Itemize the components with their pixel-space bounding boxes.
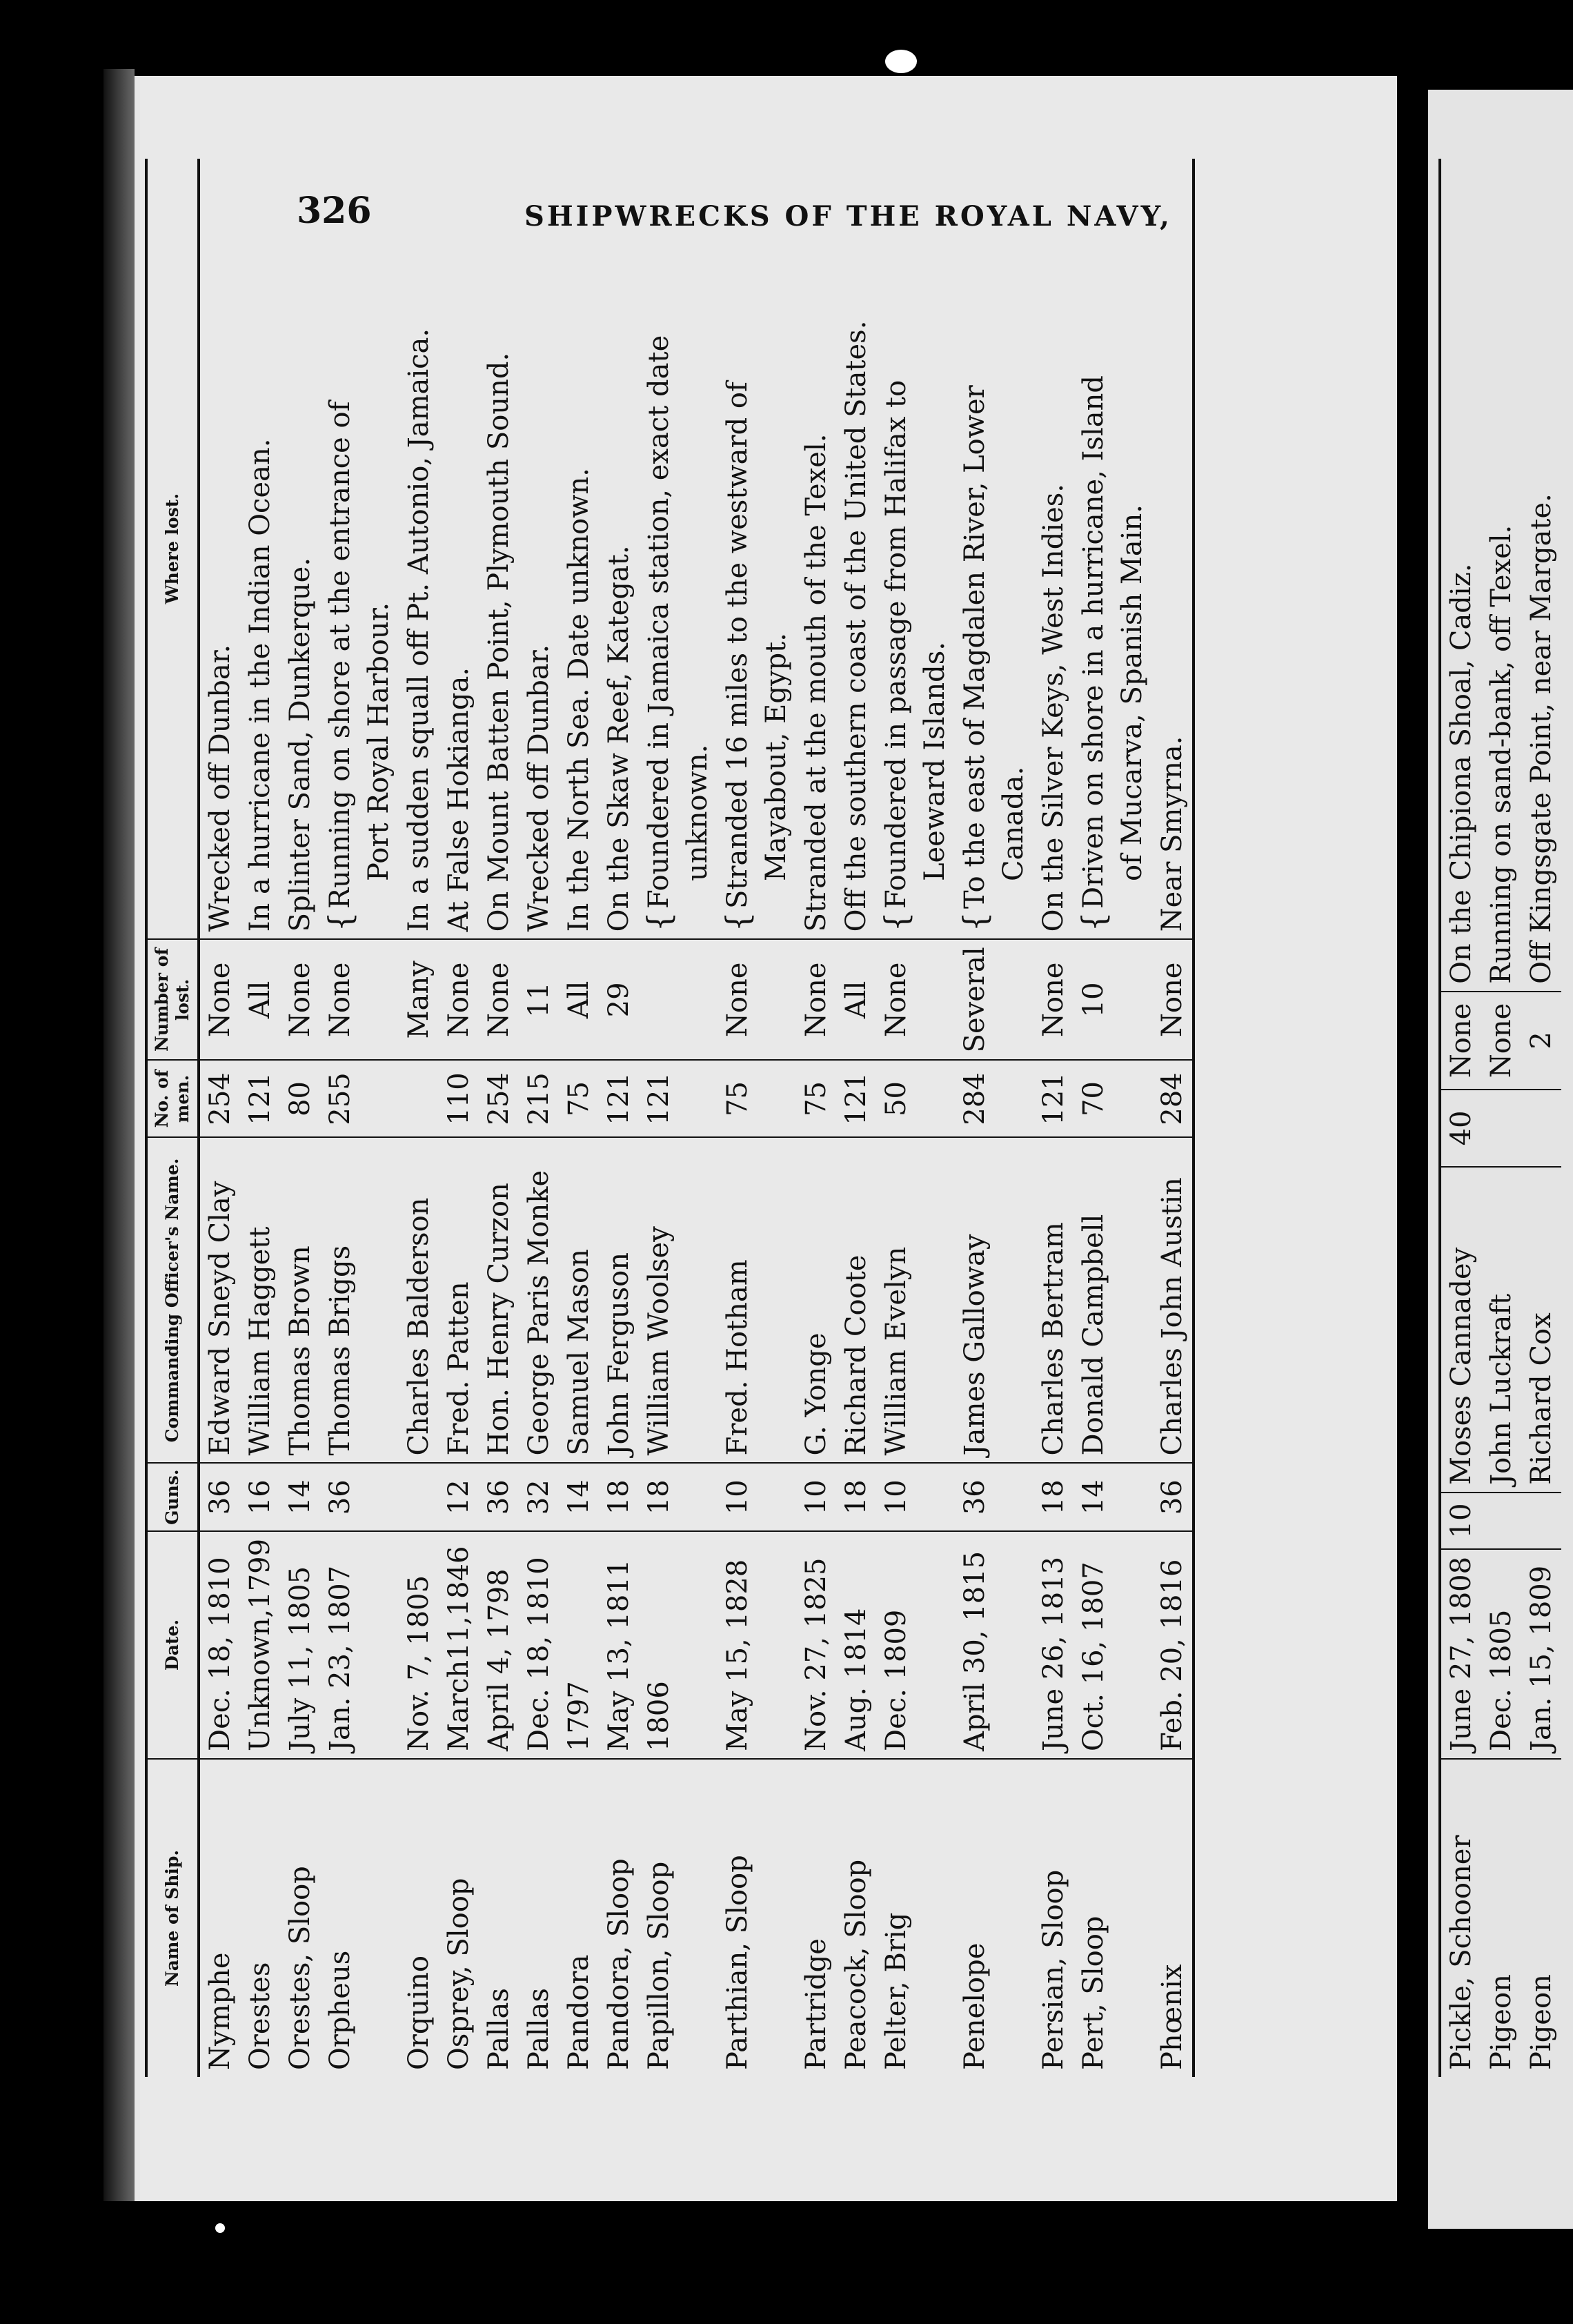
next-page-table — [1438, 159, 1561, 2077]
col-header-date: Date. — [146, 1531, 199, 1759]
paper-speck — [885, 50, 917, 73]
wreck-date: Nov. 7, 1805 — [399, 1531, 439, 1759]
commanding-officer: Charles Balderson — [399, 1137, 439, 1463]
commanding-officer: Charles Bertram — [1033, 1137, 1074, 1463]
crew-count: 50 — [876, 1060, 955, 1137]
gun-count: 14 — [280, 1463, 320, 1530]
crew-count: 215 — [519, 1060, 559, 1137]
where-line: unknown. — [682, 744, 713, 882]
where-line: Foundered in Jamaica station, exact date — [643, 335, 675, 909]
crew-count: 121 — [836, 1060, 876, 1137]
where-line: In the North Sea. Date unknown. — [563, 468, 595, 932]
commanding-officer: Charles John Austin — [1152, 1137, 1194, 1463]
crew-count: 121 — [240, 1060, 280, 1137]
where-line: Driven on shore in a hurricane, Island — [1078, 375, 1109, 909]
shipwreck-table — [145, 159, 1195, 2077]
running-title: SHIPWRECKS OF THE ROYAL NAVY, — [524, 200, 1172, 233]
where-line: Mayabout, Egypt. — [760, 633, 792, 882]
lost-count: None — [718, 939, 796, 1060]
gun-count: 10 — [796, 1463, 836, 1530]
crew-count: 40 — [1440, 1090, 1481, 1167]
wreck-date: Dec. 18, 1810 — [199, 1531, 240, 1759]
where-lost: Running on sand-bank, off Texel. — [1485, 524, 1517, 984]
where-lost — [955, 159, 1033, 939]
table-row — [718, 159, 796, 2077]
gun-count: 10 — [1440, 1493, 1481, 1549]
gun-count — [1521, 1493, 1561, 1549]
where-line: Splinter Sand, Dunkerque. — [284, 557, 316, 932]
where-lost — [796, 159, 836, 939]
ship-name: Phœnix — [1152, 1759, 1194, 2077]
commanding-officer: G. Yonge — [796, 1137, 836, 1463]
wreck-date: May 15, 1828 — [718, 1531, 796, 1759]
where-line: On Mount Batten Point, Plymouth Sound. — [483, 352, 515, 932]
ship-name: Pallas — [519, 1759, 559, 2077]
ship-name: Parthian, Sloop — [718, 1759, 796, 2077]
lost-count: Several — [955, 939, 1033, 1060]
crew-count — [1521, 1090, 1561, 1167]
brace-mark: { — [640, 912, 677, 932]
commanding-officer: George Paris Monke — [519, 1137, 559, 1463]
where-lost — [199, 159, 240, 939]
table-row — [240, 159, 280, 2077]
crew-count: 284 — [1152, 1060, 1194, 1137]
commanding-officer: Samuel Mason — [559, 1137, 599, 1463]
wreck-date: May 13, 1811 — [599, 1531, 639, 1759]
ship-name: Papillon, Sloop — [639, 1759, 718, 2077]
commanding-officer: John Ferguson — [599, 1137, 639, 1463]
table-row — [1521, 159, 1561, 2077]
ship-name: Nymphe — [199, 1759, 240, 2077]
where-line: Running on shore at the entrance of — [324, 401, 356, 909]
table-row — [1481, 159, 1521, 2077]
commanding-officer: Thomas Brown — [280, 1137, 320, 1463]
lost-count: 2 — [1521, 992, 1561, 1090]
wreck-date: Dec. 18, 1810 — [519, 1531, 559, 1759]
ship-name: Orquino — [399, 1759, 439, 2077]
lost-count: None — [479, 939, 519, 1060]
wreck-date: Unknown,1799 — [240, 1531, 280, 1759]
where-lost — [399, 159, 439, 939]
ship-name: Pert, Sloop — [1074, 1759, 1152, 2077]
table-row — [639, 159, 718, 2077]
gun-count — [399, 1463, 439, 1530]
col-header-men: No. of men. — [146, 1060, 199, 1137]
table-row — [559, 159, 599, 2077]
gun-count: 12 — [439, 1463, 479, 1530]
lost-count: 29 — [599, 939, 639, 1060]
ship-name: Pandora — [559, 1759, 599, 2077]
lost-count: None — [876, 939, 955, 1060]
where-line: In a hurricane in the Indian Ocean. — [244, 438, 276, 932]
wreck-date: Nov. 27, 1825 — [796, 1531, 836, 1759]
lost-count: None — [199, 939, 240, 1060]
where-line: At False Hokianga. — [443, 667, 475, 932]
table-row — [280, 159, 320, 2077]
ship-name: Osprey, Sloop — [439, 1759, 479, 2077]
wreck-date: March11,1846 — [439, 1531, 479, 1759]
gun-count: 10 — [876, 1463, 955, 1530]
gun-count: 10 — [718, 1463, 796, 1530]
crew-count: 75 — [559, 1060, 599, 1137]
wreck-date: 1806 — [639, 1531, 718, 1759]
table-row — [199, 159, 240, 2077]
where-line: Off the southern coast of the United States. — [840, 320, 872, 932]
lost-count: None — [320, 939, 399, 1060]
crew-count: 121 — [1033, 1060, 1074, 1137]
wreck-date: 1797 — [559, 1531, 599, 1759]
where-lost — [439, 159, 479, 939]
where-lost — [1033, 159, 1074, 939]
where-lost — [240, 159, 280, 939]
table-row — [1074, 159, 1152, 2077]
commanding-officer: Moses Cannadey — [1440, 1167, 1481, 1493]
ship-name: Pigeon — [1521, 1759, 1561, 2077]
where-lost — [639, 159, 718, 939]
col-header-guns: Guns. — [146, 1463, 199, 1530]
commanding-officer: James Galloway — [955, 1137, 1033, 1463]
lost-count: None — [439, 939, 479, 1060]
lost-count: None — [1440, 992, 1481, 1090]
lost-count — [639, 939, 718, 1060]
brace-mark: { — [878, 912, 915, 932]
gun-count: 18 — [639, 1463, 718, 1530]
gun-count: 16 — [240, 1463, 280, 1530]
table-row — [796, 159, 836, 2077]
wreck-date: Aug. 1814 — [836, 1531, 876, 1759]
crew-count — [1481, 1090, 1521, 1167]
crew-count: 121 — [639, 1060, 718, 1137]
lost-count: None — [1152, 939, 1194, 1060]
lost-count: None — [1481, 992, 1521, 1090]
where-line: Wrecked off Dunbar. — [204, 644, 236, 932]
table-row — [519, 159, 559, 2077]
crew-count: 110 — [439, 1060, 479, 1137]
table-header-row — [146, 159, 199, 2077]
crew-count: 121 — [599, 1060, 639, 1137]
commanding-officer: Richard Coote — [836, 1137, 876, 1463]
table-row — [1440, 159, 1481, 2077]
gun-count: 32 — [519, 1463, 559, 1530]
where-line: In a sudden squall off Pt. Autonio, Jamaica. — [403, 328, 435, 932]
wreck-date: Dec. 1809 — [876, 1531, 955, 1759]
shipwreck-table-panel — [145, 159, 1338, 2077]
lost-count: 10 — [1074, 939, 1152, 1060]
lost-count: None — [280, 939, 320, 1060]
col-header-commander: Commanding Officer's Name. — [146, 1137, 199, 1463]
brace-mark: { — [956, 912, 993, 932]
table-row — [439, 159, 479, 2077]
where-line: Near Smyrna. — [1156, 736, 1188, 932]
wreck-date: April 4, 1798 — [479, 1531, 519, 1759]
crew-count: 75 — [718, 1060, 796, 1137]
commanding-officer: William Evelyn — [876, 1137, 955, 1463]
gun-count: 36 — [199, 1463, 240, 1530]
commanding-officer: Richard Cox — [1521, 1167, 1561, 1493]
where-lost — [519, 159, 559, 939]
brace-mark: { — [719, 912, 756, 932]
table-row — [836, 159, 876, 2077]
ship-name: Orpheus — [320, 1759, 399, 2077]
gun-count — [1481, 1493, 1521, 1549]
commanding-officer: William Haggett — [240, 1137, 280, 1463]
gun-count: 18 — [1033, 1463, 1074, 1530]
lost-count: 11 — [519, 939, 559, 1060]
ship-name: Partridge — [796, 1759, 836, 2077]
where-lost — [599, 159, 639, 939]
wreck-date: Dec. 1805 — [1481, 1549, 1521, 1759]
crew-count: 284 — [955, 1060, 1033, 1137]
col-header-lost: Number of lost. — [146, 939, 199, 1060]
lost-count: All — [559, 939, 599, 1060]
ship-name: Orestes, Sloop — [280, 1759, 320, 2077]
table-row — [320, 159, 399, 2077]
table-row — [1033, 159, 1074, 2077]
lost-count: Many — [399, 939, 439, 1060]
where-lost — [1074, 159, 1152, 939]
ship-name: Pallas — [479, 1759, 519, 2077]
where-line: Stranded at the mouth of the Texel. — [800, 433, 832, 932]
where-line: of Mucarva, Spanish Main. — [1116, 504, 1148, 882]
page-edge-shadow — [103, 69, 135, 2201]
where-line: On the Skaw Reef, Kategat. — [603, 545, 635, 932]
paper-speck — [215, 2223, 225, 2233]
where-line: Foundered in passage from Halifax to — [880, 380, 912, 909]
where-lost — [320, 159, 399, 939]
where-line: Stranded 16 miles to the westward of — [722, 382, 753, 909]
where-line: Wrecked off Dunbar. — [523, 644, 555, 932]
wreck-date: April 30, 1815 — [955, 1531, 1033, 1759]
where-lost — [559, 159, 599, 939]
where-lost: On the Chipiona Shoal, Cadiz. — [1445, 563, 1477, 984]
where-lost — [1152, 159, 1194, 939]
commanding-officer: Fred. Patten — [439, 1137, 479, 1463]
commanding-officer: Fred. Hotham — [718, 1137, 796, 1463]
next-table-body — [1440, 159, 1561, 2077]
crew-count: 255 — [320, 1060, 399, 1137]
crew-count: 75 — [796, 1060, 836, 1137]
where-lost: Off Kingsgate Point, near Margate. — [1525, 493, 1557, 984]
commanding-officer: Donald Campbell — [1074, 1137, 1152, 1463]
ship-name: Pandora, Sloop — [599, 1759, 639, 2077]
col-header-where: Where lost. — [146, 159, 199, 939]
commanding-officer: Edward Sneyd Clay — [199, 1137, 240, 1463]
crew-count: 80 — [280, 1060, 320, 1137]
lost-count: All — [240, 939, 280, 1060]
gun-count: 14 — [559, 1463, 599, 1530]
commanding-officer: Hon. Henry Curzon — [479, 1137, 519, 1463]
gun-count: 36 — [320, 1463, 399, 1530]
page-number: 326 — [297, 190, 372, 232]
gun-count: 36 — [1152, 1463, 1194, 1530]
wreck-date: July 11, 1805 — [280, 1531, 320, 1759]
where-lost — [479, 159, 519, 939]
lost-count: None — [796, 939, 836, 1060]
wreck-date: Feb. 20, 1816 — [1152, 1531, 1194, 1759]
ship-name: Persian, Sloop — [1033, 1759, 1074, 2077]
table-row — [479, 159, 519, 2077]
brace-mark: { — [321, 912, 359, 932]
crew-count: 254 — [199, 1060, 240, 1137]
ship-name: Penelope — [955, 1759, 1033, 2077]
lost-count: None — [1033, 939, 1074, 1060]
gun-count: 36 — [479, 1463, 519, 1530]
table-row — [599, 159, 639, 2077]
table-row — [399, 159, 439, 2077]
gun-count: 18 — [599, 1463, 639, 1530]
crew-count: 254 — [479, 1060, 519, 1137]
table-row — [876, 159, 955, 2077]
where-lost — [280, 159, 320, 939]
wreck-date: Jan. 15, 1809 — [1521, 1549, 1561, 1759]
commanding-officer: John Luckraft — [1481, 1167, 1521, 1493]
next-page-table-panel — [1438, 159, 1573, 2077]
col-header-ship: Name of Ship. — [146, 1759, 199, 2077]
table-row — [955, 159, 1033, 2077]
where-lost — [876, 159, 955, 939]
where-lost — [718, 159, 796, 939]
ship-name: Peacock, Sloop — [836, 1759, 876, 2077]
brace-mark: { — [1075, 912, 1112, 932]
crew-count: 70 — [1074, 1060, 1152, 1137]
crew-count — [399, 1060, 439, 1137]
wreck-date: Oct. 16, 1807 — [1074, 1531, 1152, 1759]
gun-count: 18 — [836, 1463, 876, 1530]
where-line: Leeward Islands. — [919, 642, 951, 882]
ship-name: Orestes — [240, 1759, 280, 2077]
gun-count: 36 — [955, 1463, 1033, 1530]
where-line: To the east of Magdalen River, Lower — [959, 385, 991, 909]
where-line: On the Silver Keys, West Indies. — [1038, 483, 1069, 932]
ship-name: Pigeon — [1481, 1759, 1521, 2077]
gun-count: 14 — [1074, 1463, 1152, 1530]
commanding-officer: Thomas Briggs — [320, 1137, 399, 1463]
wreck-date: June 27, 1808 — [1440, 1549, 1481, 1759]
ship-name: Pickle, Schooner — [1440, 1759, 1481, 2077]
table-row — [1152, 159, 1194, 2077]
commanding-officer: William Woolsey — [639, 1137, 718, 1463]
where-line: Port Royal Harbour. — [363, 602, 395, 882]
wreck-date: June 26, 1813 — [1033, 1531, 1074, 1759]
ship-name: Pelter, Brig — [876, 1759, 955, 2077]
where-lost — [836, 159, 876, 939]
table-body — [199, 159, 1194, 2077]
wreck-date: Jan. 23, 1807 — [320, 1531, 399, 1759]
where-line: Canada. — [998, 766, 1029, 882]
lost-count: All — [836, 939, 876, 1060]
